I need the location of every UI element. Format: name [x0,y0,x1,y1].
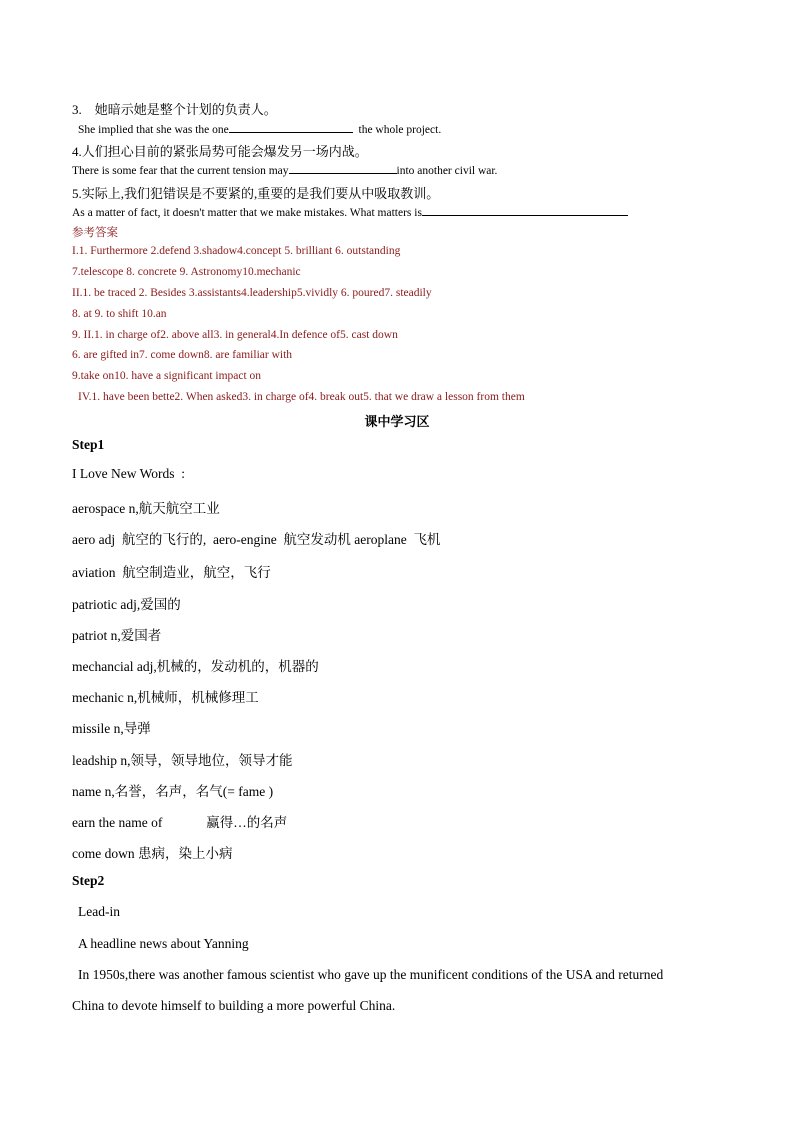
answer-line: I.1. Furthermore 2.defend 3.shadow4.concept 5. brilliant 6. outstanding [72,245,401,257]
vocab-item: earn the name of 赢得…的名声 [72,815,288,830]
q5-blank [422,204,628,216]
answer-line: IV.1. have been bette2. When asked3. in charge of4. break out5. that we draw a lesson from them [78,391,525,403]
q3-blank [229,121,353,133]
vocab-item: mechancial adj,机械的，发动机的，机器的 [72,659,319,674]
translation-q4-chinese: 4.人们担心目前的紧张局势可能会爆发另一场内战。 [72,144,368,159]
vocab-item: mechanic n,机械师，机械修理工 [72,690,259,705]
vocab-item: aviation 航空制造业，航空，飞行 [72,565,271,580]
translation-q5-chinese: 5.实际上,我们犯错误是不要紧的,重要的是我们要从中吸取教训。 [72,186,440,201]
q3-text-before: She implied that she was the one [78,124,229,136]
vocab-item: aero adj 航空的飞行的, aero-engine 航空发动机 aeroplane 飞机 [72,532,441,547]
translation-q4-english [72,162,497,177]
answer-line: II.1. be traced 2. Besides 3.assistants4.leadership5.vividly 6. poured7. steadily [72,287,432,299]
answer-line: 7.telescope 8. concrete 9. Astronomy10.mechanic [72,266,301,278]
step2-leadin: Lead-in [78,904,120,919]
answer-line: 8. at 9. to shift 10.an [72,308,167,320]
q4-text-before: There is some fear that the current tension may [72,165,289,177]
translation-q3-english [78,121,441,136]
answer-line: 9.take on10. have a significant impact on [72,370,262,382]
step1-intro: I Love New Words : [72,466,186,481]
step2-title: Step2 [72,873,105,888]
translation-q5-english [72,204,628,219]
step2-headline: A headline news about Yanning [78,936,249,951]
translation-q3-chinese: 3. 她暗示她是整个计划的负责人。 [72,102,277,117]
q4-blank [289,162,397,174]
step2-paragraph-line1: In 1950s,there was another famous scientist who gave up the munificent conditions of the USA and returned [78,967,664,982]
vocab-item: name n,名誉，名声，名气(= fame ) [72,784,274,799]
step2-paragraph-line2: China to devote himself to building a more powerful China. [72,998,396,1013]
vocab-item: aerospace n,航天航空工业 [72,501,220,516]
q4-text-after: into another civil war. [396,165,498,177]
answer-line: 9. II.1. in charge of2. above all3. in general4.In defence of5. cast down [72,329,398,341]
step1-title: Step1 [72,437,105,452]
vocab-item: leadship n,领导，领导地位，领导才能 [72,753,293,768]
vocab-item: missile n,导弹 [72,721,151,736]
vocab-item: patriotic adj,爱国的 [72,597,181,612]
answers-heading: 参考答案 [72,227,118,239]
q3-text-after: the whole project. [358,124,442,136]
vocab-item: come down 患病，染上小病 [72,846,233,861]
q5-text-before: As a matter of fact, it doesn't matter that we make mistakes. What matters is [72,207,422,219]
section-title: 课中学习区 [364,414,430,429]
vocab-item: patriot n,爱国者 [72,628,162,643]
answer-line: 6. are gifted in7. come down8. are familiar with [72,349,293,361]
